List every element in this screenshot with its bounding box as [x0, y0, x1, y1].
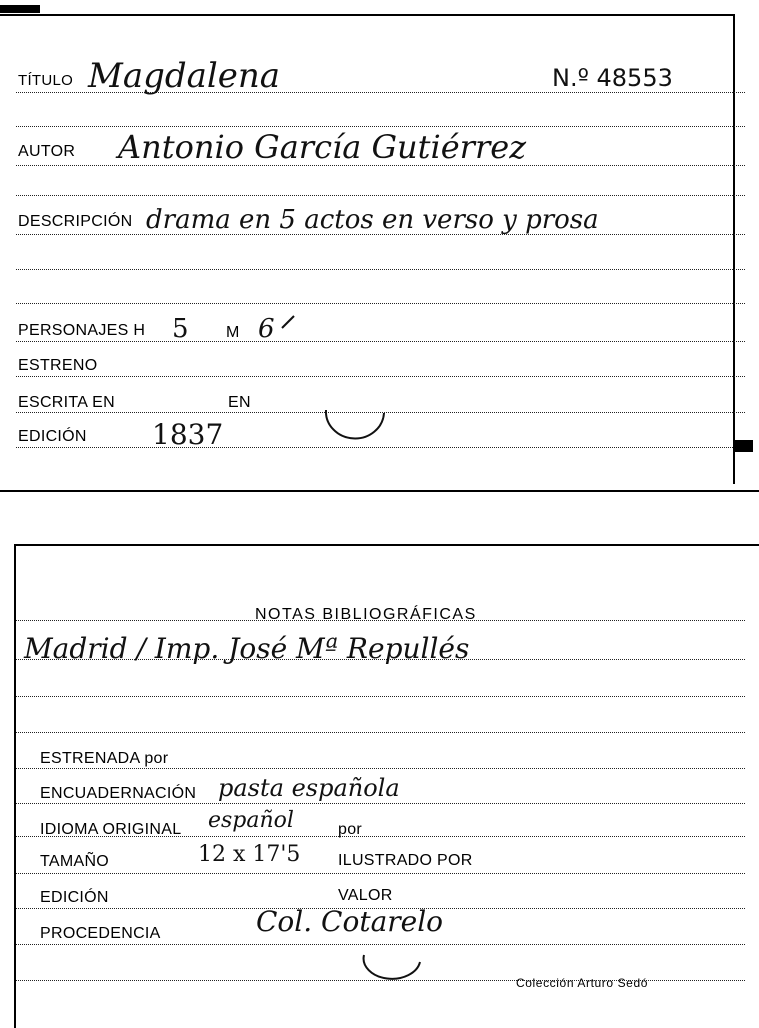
- descripcion-value: drama en 5 actos en verso y prosa: [146, 205, 599, 235]
- descripcion-label: DESCRIPCIÓN: [18, 213, 133, 230]
- card-bottom-edge: [0, 490, 759, 492]
- procedencia-label: PROCEDENCIA: [40, 925, 161, 942]
- personajes-label: PERSONAJES H: [18, 322, 146, 339]
- procedencia-value: Col. Cotarelo: [256, 905, 444, 938]
- catalog-card-back: [0, 540, 759, 1028]
- rule-line: [16, 126, 745, 127]
- registro-numero: N.º 48553: [552, 64, 673, 92]
- rule-line: [16, 944, 745, 945]
- notas-title: NOTAS BIBLIOGRÁFICAS: [255, 606, 477, 623]
- ilustrado-label: ILUSTRADO POR: [338, 852, 473, 869]
- estrenada-label: ESTRENADA por: [40, 750, 169, 767]
- rule-line: [16, 696, 745, 697]
- rule-line: [16, 269, 745, 270]
- rule-line: [16, 412, 745, 413]
- edicion-value: 1837: [152, 418, 224, 451]
- rule-line: [16, 803, 745, 804]
- rule-line: [16, 303, 745, 304]
- rule-line: [16, 341, 745, 342]
- card-top-edge: [14, 544, 759, 546]
- valor-label: VALOR: [338, 887, 393, 904]
- autor-value: Antonio García Gutiérrez: [118, 128, 527, 166]
- rule-line: [16, 768, 745, 769]
- notas-value: Madrid / Imp. José Mª Repullés: [24, 632, 470, 665]
- personajes-m-value: 6: [258, 314, 275, 344]
- card-top-edge: [0, 14, 735, 16]
- escrita-en-label: EN: [228, 394, 251, 411]
- tamano-value: 12 x 17'5: [198, 842, 301, 867]
- catalog-card-front: [0, 0, 759, 492]
- card-left-edge: [14, 544, 16, 1028]
- personajes-h-value: 5: [172, 314, 189, 344]
- titulo-value: Magdalena: [88, 56, 281, 96]
- card-right-edge: [733, 14, 735, 484]
- rule-line: [16, 447, 745, 448]
- escrita-label: ESCRITA EN: [18, 394, 115, 411]
- idioma-value: español: [208, 808, 294, 833]
- autor-label: AUTOR: [18, 143, 76, 160]
- rule-line: [16, 376, 745, 377]
- estreno-label: ESTRENO: [18, 357, 98, 374]
- idioma-por-label: por: [338, 821, 363, 838]
- encuadernacion-value: pasta española: [218, 774, 400, 802]
- personajes-m-label: M: [226, 324, 240, 341]
- encuadernacion-label: ENCUADERNACIÓN: [40, 785, 197, 802]
- rule-line: [16, 195, 745, 196]
- edicion-label: EDICIÓN: [18, 428, 87, 445]
- titulo-label: TÍTULO: [18, 72, 74, 89]
- tamano-label: TAMAÑO: [40, 853, 110, 870]
- rule-line: [16, 873, 745, 874]
- collection-footer: Colección Arturo Sedó: [516, 976, 649, 990]
- edicion-label: EDICIÓN: [40, 889, 109, 906]
- rule-line: [16, 732, 745, 733]
- idioma-label: IDIOMA ORIGINAL: [40, 821, 182, 838]
